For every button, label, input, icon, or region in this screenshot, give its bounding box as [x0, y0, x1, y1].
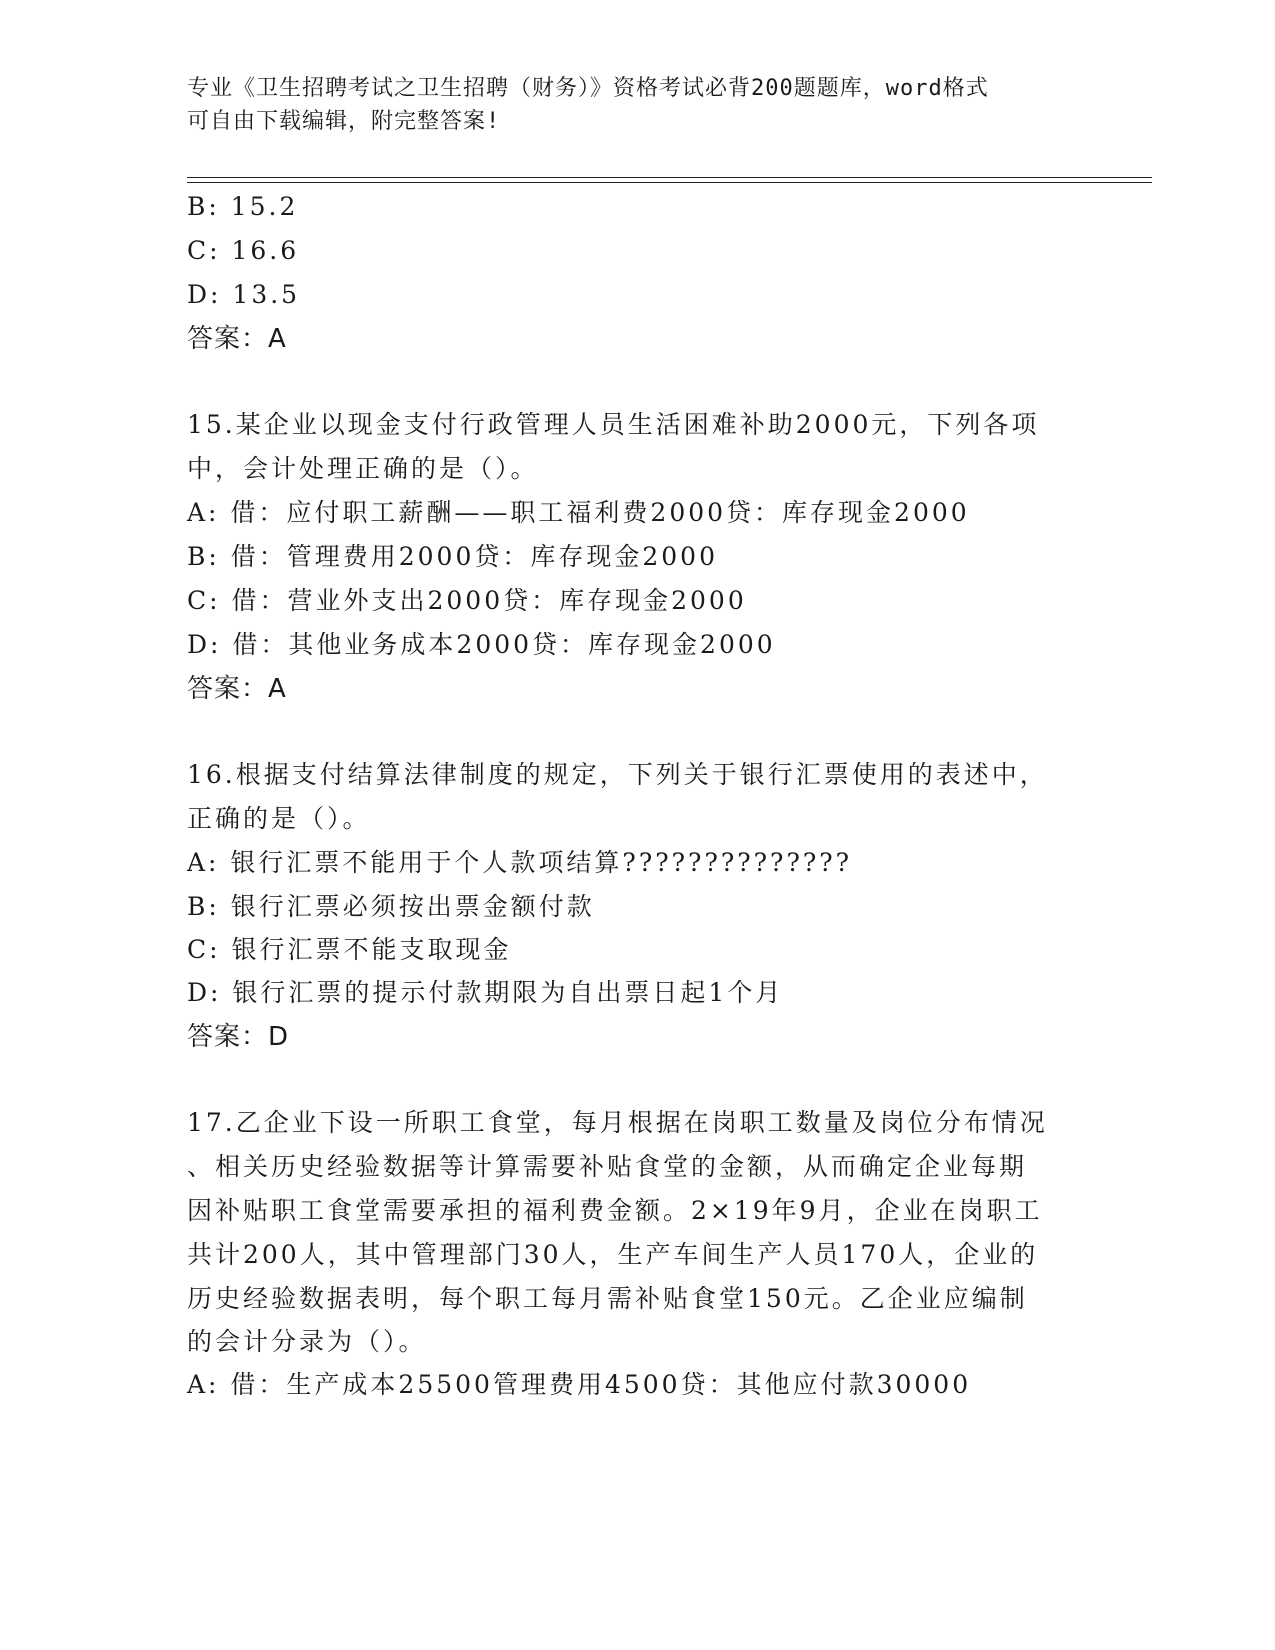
q16-option-a: A: 银行汇票不能用于个人款项结算?????????????? [187, 848, 853, 877]
q17-stem-line-2: 、相关历史经验数据等计算需要补贴食堂的金额，从而确定企业每期 [187, 1152, 1028, 1181]
q16-stem-line-2: 正确的是（）。 [187, 804, 371, 833]
q14-option-d: D: 13.5 [187, 280, 301, 309]
q16-option-b: B: 银行汇票必须按出票金额付款 [187, 892, 595, 921]
document-header [187, 72, 1067, 138]
header-line-1: 专业《卫生招聘考试之卫生招聘（财务）》资格考试必背200题题库，word格式 [187, 76, 989, 101]
q15-option-b: B: 借：管理费用2000贷：库存现金2000 [187, 542, 718, 571]
q15-answer: 答案：A [187, 674, 287, 704]
header-line-2: 可自由下载编辑，附完整答案! [187, 109, 501, 134]
q16-option-c: C: 银行汇票不能支取现金 [187, 935, 512, 964]
q17-option-a: A: 借：生产成本25500管理费用4500贷：其他应付款30000 [187, 1370, 972, 1399]
q14-answer: 答案：A [187, 324, 287, 354]
q15-option-d: D: 借：其他业务成本2000贷：库存现金2000 [187, 630, 776, 659]
q14-option-c: C: 16.6 [187, 236, 300, 265]
header-rule-bottom [187, 182, 1152, 183]
q16-stem-line-1: 16.根据支付结算法律制度的规定，下列关于银行汇票使用的表述中， [187, 760, 1048, 789]
q15-option-c: C: 借：营业外支出2000贷：库存现金2000 [187, 586, 747, 615]
q14-option-b: B: 15.2 [187, 192, 299, 221]
q16-answer: 答案：D [187, 1022, 290, 1052]
q15-stem-line-2: 中，会计处理正确的是（）。 [187, 454, 539, 483]
q17-stem-line-5: 历史经验数据表明，每个职工每月需补贴食堂150元。乙企业应编制 [187, 1284, 1028, 1313]
q17-stem-line-4: 共计200人，其中管理部门30人，生产车间生产人员170人，企业的 [187, 1240, 1039, 1269]
q16-option-d: D: 银行汇票的提示付款期限为自出票日起1个月 [187, 978, 784, 1007]
q17-stem-line-6: 的会计分录为（）。 [187, 1327, 427, 1356]
q17-stem-line-1: 17.乙企业下设一所职工食堂，每月根据在岗职工数量及岗位分布情况 [187, 1108, 1048, 1137]
header-rule-top [187, 177, 1152, 178]
q15-option-a: A: 借：应付职工薪酬——职工福利费2000贷：库存现金2000 [187, 498, 970, 527]
q15-stem-line-1: 15.某企业以现金支付行政管理人员生活困难补助2000元，下列各项 [187, 410, 1040, 439]
q17-stem-line-3: 因补贴职工食堂需要承担的福利费金额。2×19年9月，企业在岗职工 [187, 1196, 1043, 1225]
